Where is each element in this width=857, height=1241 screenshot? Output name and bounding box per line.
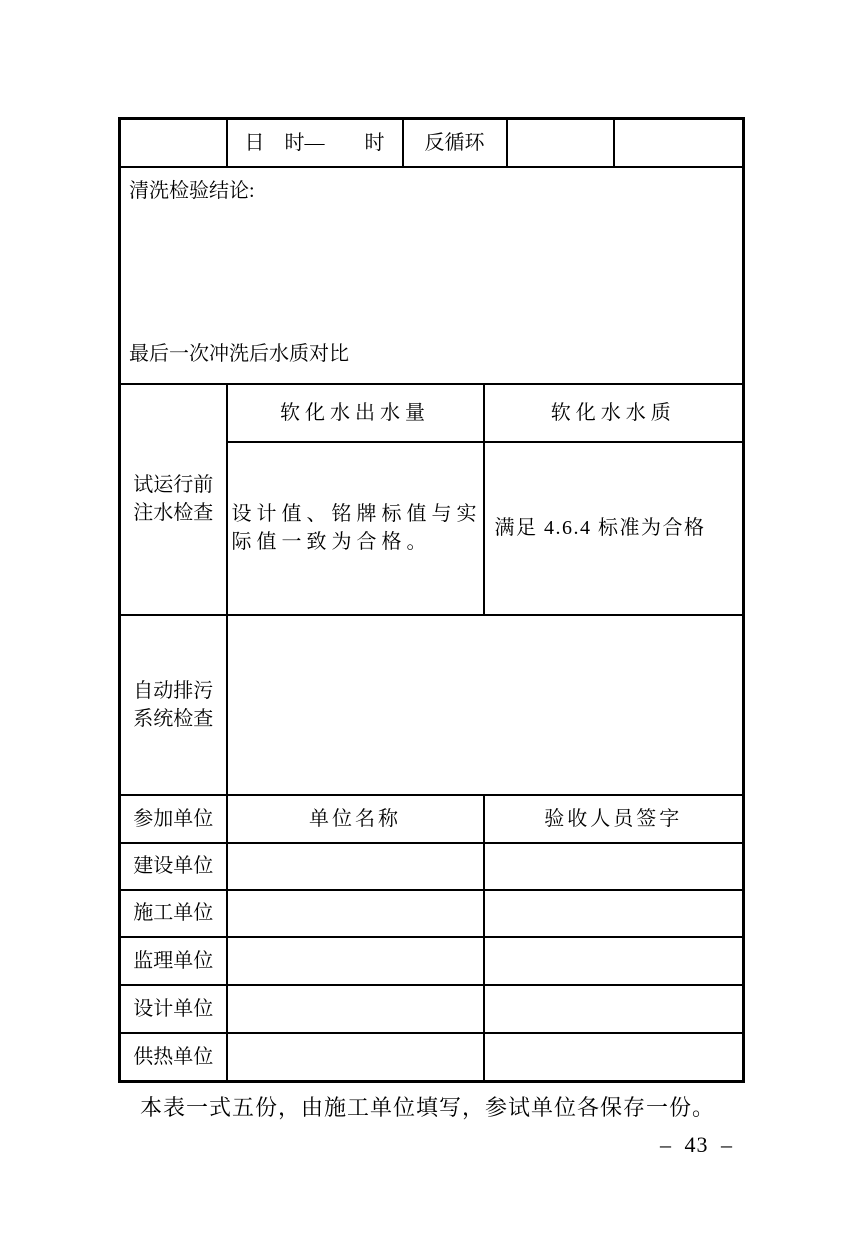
- signer-header: 验收人员签字: [484, 795, 744, 843]
- unit-label: 设计单位: [120, 985, 227, 1033]
- water-quality-criteria: 满足 4.6.4 标准为合格: [484, 442, 744, 615]
- top-row-empty-cell-3: [614, 119, 744, 167]
- unit-name-cell: [227, 890, 484, 937]
- unit-row-heat-supplier: [120, 1033, 744, 1082]
- top-row-time-cell: 日 时— 时: [227, 119, 403, 167]
- signature-header-row: [120, 795, 744, 843]
- flush-comparison-label: 最后一次冲洗后水质对比: [129, 342, 349, 365]
- unit-name-header: 单位名称: [227, 795, 484, 843]
- top-row-empty-cell-1: [120, 119, 227, 167]
- unit-row-designer: [120, 985, 744, 1033]
- unit-name-cell: [227, 1033, 484, 1082]
- unit-name-cell: [227, 985, 484, 1033]
- participant-header: 参加单位: [120, 795, 227, 843]
- auto-blowdown-result-cell: [227, 615, 744, 795]
- water-output-header: 软化水出水量: [227, 384, 484, 442]
- unit-signature-cell: [484, 890, 744, 937]
- top-row-empty-cell-2: [507, 119, 614, 167]
- unit-signature-cell: [484, 843, 744, 890]
- conclusion-cell: [120, 167, 744, 384]
- footnote-text: 本表一式五份，由施工单位填写，参试单位各保存一份。: [140, 1095, 716, 1120]
- cleaning-conclusion-label: 清洗检验结论:: [129, 179, 255, 202]
- top-row-mode-cell: 反循环: [403, 119, 507, 167]
- unit-name-cell: [227, 937, 484, 985]
- unit-signature-cell: [484, 937, 744, 985]
- unit-label: 供热单位: [120, 1033, 227, 1082]
- unit-label: 建设单位: [120, 843, 227, 890]
- page-number: – 43 –: [660, 1132, 733, 1157]
- water-quality-header: 软化水水质: [484, 384, 744, 442]
- water-output-criteria: 设计值、铭牌标值与实际值一致为合格。: [227, 442, 484, 615]
- pre-run-header-row: [120, 384, 744, 442]
- unit-row-supervisor: [120, 937, 744, 985]
- pre-run-check-label: 试运行前注水检查: [120, 384, 227, 615]
- unit-name-cell: [227, 843, 484, 890]
- unit-signature-cell: [484, 1033, 744, 1082]
- unit-signature-cell: [484, 985, 744, 1033]
- top-row: [120, 119, 744, 167]
- form-table: [118, 117, 745, 1083]
- auto-blowdown-label: 自动排污系统检查: [120, 615, 227, 795]
- unit-label: 监理单位: [120, 937, 227, 985]
- unit-row-contractor: [120, 890, 744, 937]
- conclusion-row: [120, 167, 744, 384]
- auto-blowdown-row: [120, 615, 744, 795]
- unit-row-construction-owner: [120, 843, 744, 890]
- unit-label: 施工单位: [120, 890, 227, 937]
